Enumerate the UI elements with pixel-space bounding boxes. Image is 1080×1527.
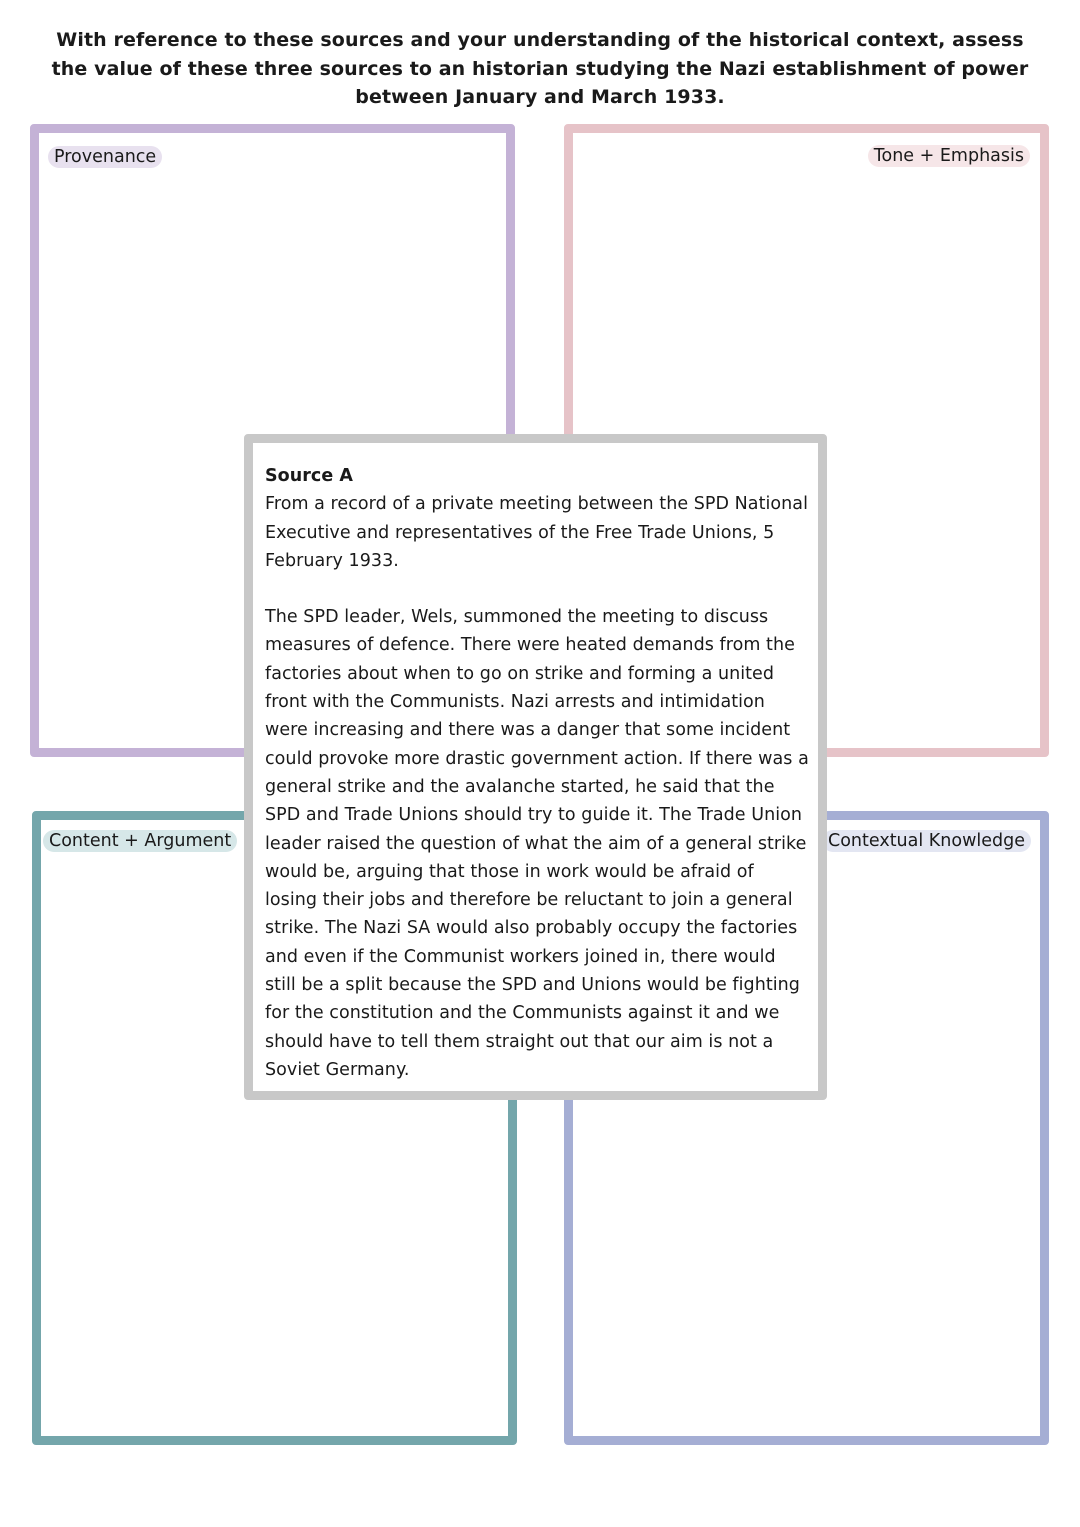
source-a-card [244, 434, 827, 1100]
source-body: The SPD leader, Wels, summoned the meeting to discuss measures of defence. There were heated demands from the factories about when to go on strike and forming a united front with the Communists. Nazi arrests and intimidation were increasing and there was a danger that some incident could provoke more drastic government action. If there was a general strike and the avalanche started, he said that the SPD and Trade Unions should try to guide it. The Trade Union leader raised the question of what the aim of a general strike would be, arguing that those in work would be afraid of losing their jobs and therefore be reluctant to join a general strike. The Nazi SA would also probably occupy the factories and even if the Communist workers joined in, there would still be a split because the SPD and Unions would be fighting for the constitution and the Communists against it and we should have to tell them straight out that our aim is not a Soviet Germany. [265, 607, 809, 1080]
tone-emphasis-label: Tone + Emphasis [868, 145, 1030, 167]
question-prompt: With reference to these sources and your understanding of the historical context, assess the value of these three sources to an historian studying the Nazi establishment of power between January and March 1933. [51, 29, 1029, 108]
source-title: Source A [265, 466, 353, 486]
source-intro: From a record of a private meeting between the SPD National Executive and representatives of the Free Trade Unions, 5 February 1933. [265, 494, 808, 571]
provenance-label: Provenance [48, 146, 162, 168]
contextual-knowledge-label: Contextual Knowledge [822, 830, 1031, 852]
content-argument-label: Content + Argument [43, 830, 237, 852]
